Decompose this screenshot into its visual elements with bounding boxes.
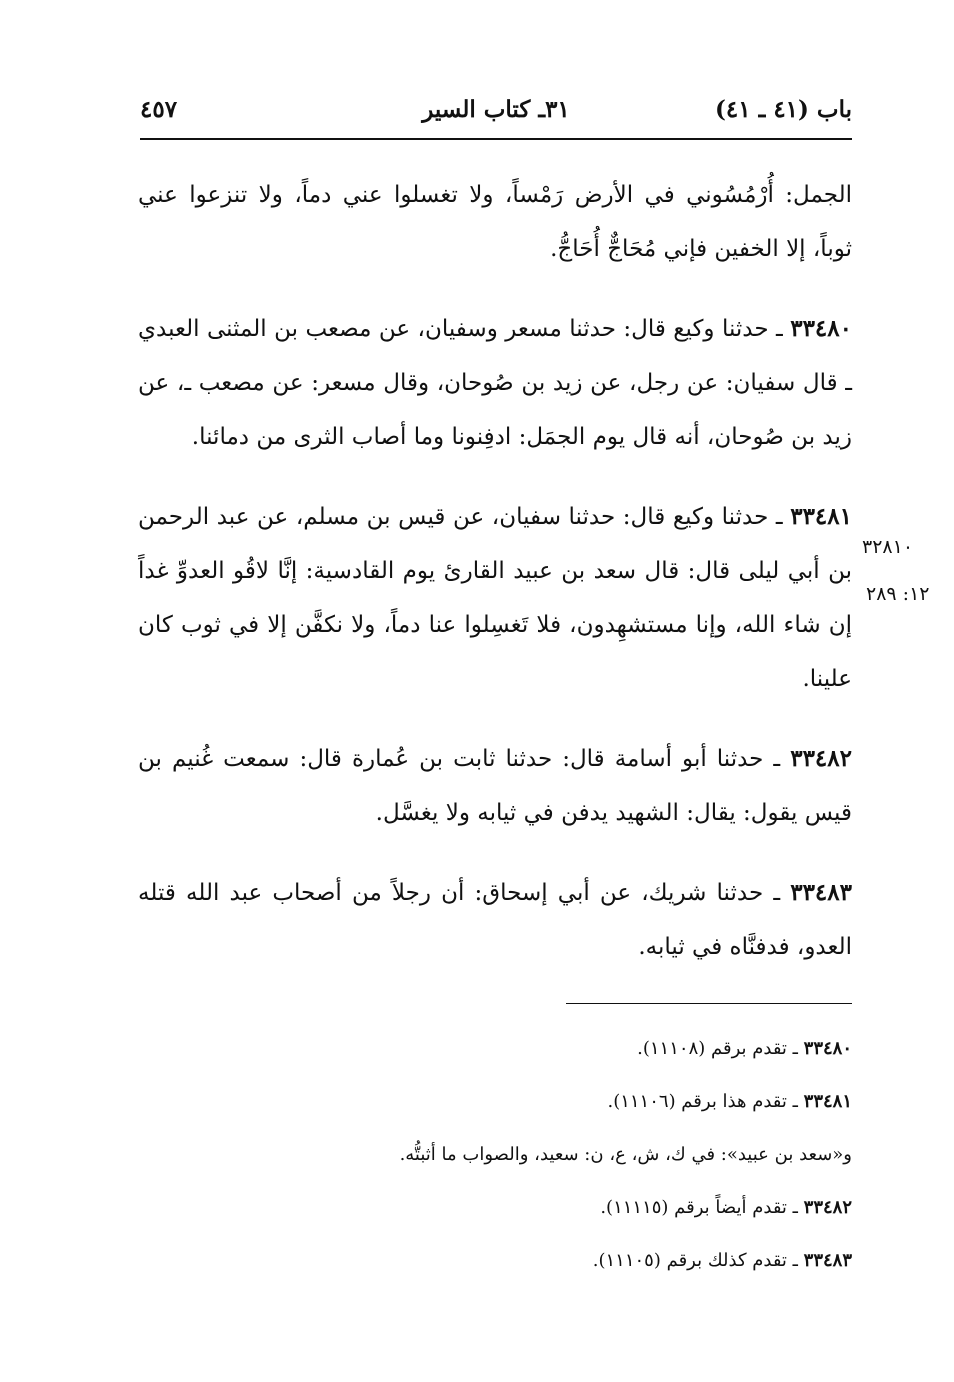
- footnote-text: ـ تقدم أيضاً برقم (١١١١٥).: [600, 1197, 804, 1218]
- page-header: [140, 86, 852, 140]
- footnote: [138, 1128, 852, 1181]
- footnote: [138, 1075, 852, 1128]
- hadith-text: ـ حدثنا أبو أسامة قال: حدثنا ثابت بن عُمارة قال: سمعت غُنيم بن قيس يقول: يقال: الشهيد يدفن في ثيابه ولا يغسَّل.: [138, 746, 852, 826]
- margin-reference-2: ١٢: ٢٨٩: [866, 583, 930, 605]
- hadith-number: ٣٣٤٨٣: [790, 879, 852, 906]
- hadith-paragraph: [138, 732, 852, 840]
- footnote-number: ٣٣٤٨١: [803, 1091, 852, 1112]
- margin-reference-1: ٣٢٨١٠: [862, 536, 914, 558]
- hadith-paragraph: [138, 490, 852, 706]
- footnote: [138, 1022, 852, 1075]
- footnote-number: ٣٣٤٨٢: [803, 1197, 852, 1218]
- hadith-text: ـ حدثنا وكيع قال: حدثنا مسعر وسفيان، عن مصعب بن المثنى العبدي ـ قال سفيان: عن رجل، عن زيد بن صُوحان، وقال مسعر: عن مصعب ـ، عن زيد بن صُوحان، أنه قال يوم الجمَل: ادفِنونا وما أصاب الثرى من دمائنا.: [138, 316, 852, 450]
- paragraph-text: الجمل: أُرْمُسُوني في الأرض رَمْساً، ولا تغسلوا عني دماً، ولا تنزعوا عني ثوباً، إلا الخفين فإني مُحَاجٌّ أُحَاجُّ.: [138, 182, 852, 262]
- footnote: [138, 1234, 852, 1287]
- footnote-text: ـ تقدم كذلك برقم (١١١٠٥).: [592, 1250, 804, 1271]
- paragraph: [138, 168, 852, 276]
- footnote-number: ٣٣٤٨٠: [803, 1038, 852, 1059]
- footnote-text: ـ تقدم برقم (١١١٠٨).: [637, 1038, 804, 1059]
- hadith-text: ـ حدثنا شريك، عن أبي إسحاق: أن رجلاً من أصحاب عبد الله قتله العدو، فدفنَّاه في ثيابه.: [138, 880, 852, 960]
- footnote-number: ٣٣٤٨٣: [803, 1250, 852, 1271]
- footnote-text: ـ تقدم هذا برقم (١١١٠٦).: [607, 1091, 804, 1112]
- hadith-text: ـ حدثنا وكيع قال: حدثنا سفيان، عن قيس بن مسلم، عن عبد الرحمن بن أبي ليلى قال: قال سعد بن عبيد القارئ يوم القادسية: إنَّا لاقُو العدوِّ غداً إن شاء الله، وإنا مستشهِدون، فلا تَغسِلوا عنا دماً، ولا نكفَّن إلا في ثوب كان علينا.: [138, 504, 852, 692]
- hadith-paragraph: [138, 866, 852, 974]
- book-title: ٣١ـ كتاب السير: [422, 96, 570, 123]
- page-number: ٤٥٧: [140, 96, 178, 123]
- hadith-number: ٣٣٤٨٢: [790, 745, 852, 772]
- chapter-range: باب (٤١ ـ ٤١): [714, 96, 852, 123]
- footnote: [138, 1181, 852, 1234]
- main-text: [138, 168, 852, 1000]
- footnote-text: و«سعد بن عبيد»: في ك، ش، ع، ن: سعيد، والصواب ما أثبتُّه.: [399, 1144, 852, 1165]
- hadith-paragraph: [138, 302, 852, 464]
- hadith-number: ٣٣٤٨٠: [790, 315, 852, 342]
- footnotes: [138, 1022, 852, 1287]
- hadith-number: ٣٣٤٨١: [790, 503, 852, 530]
- footnote-divider: [566, 1003, 852, 1004]
